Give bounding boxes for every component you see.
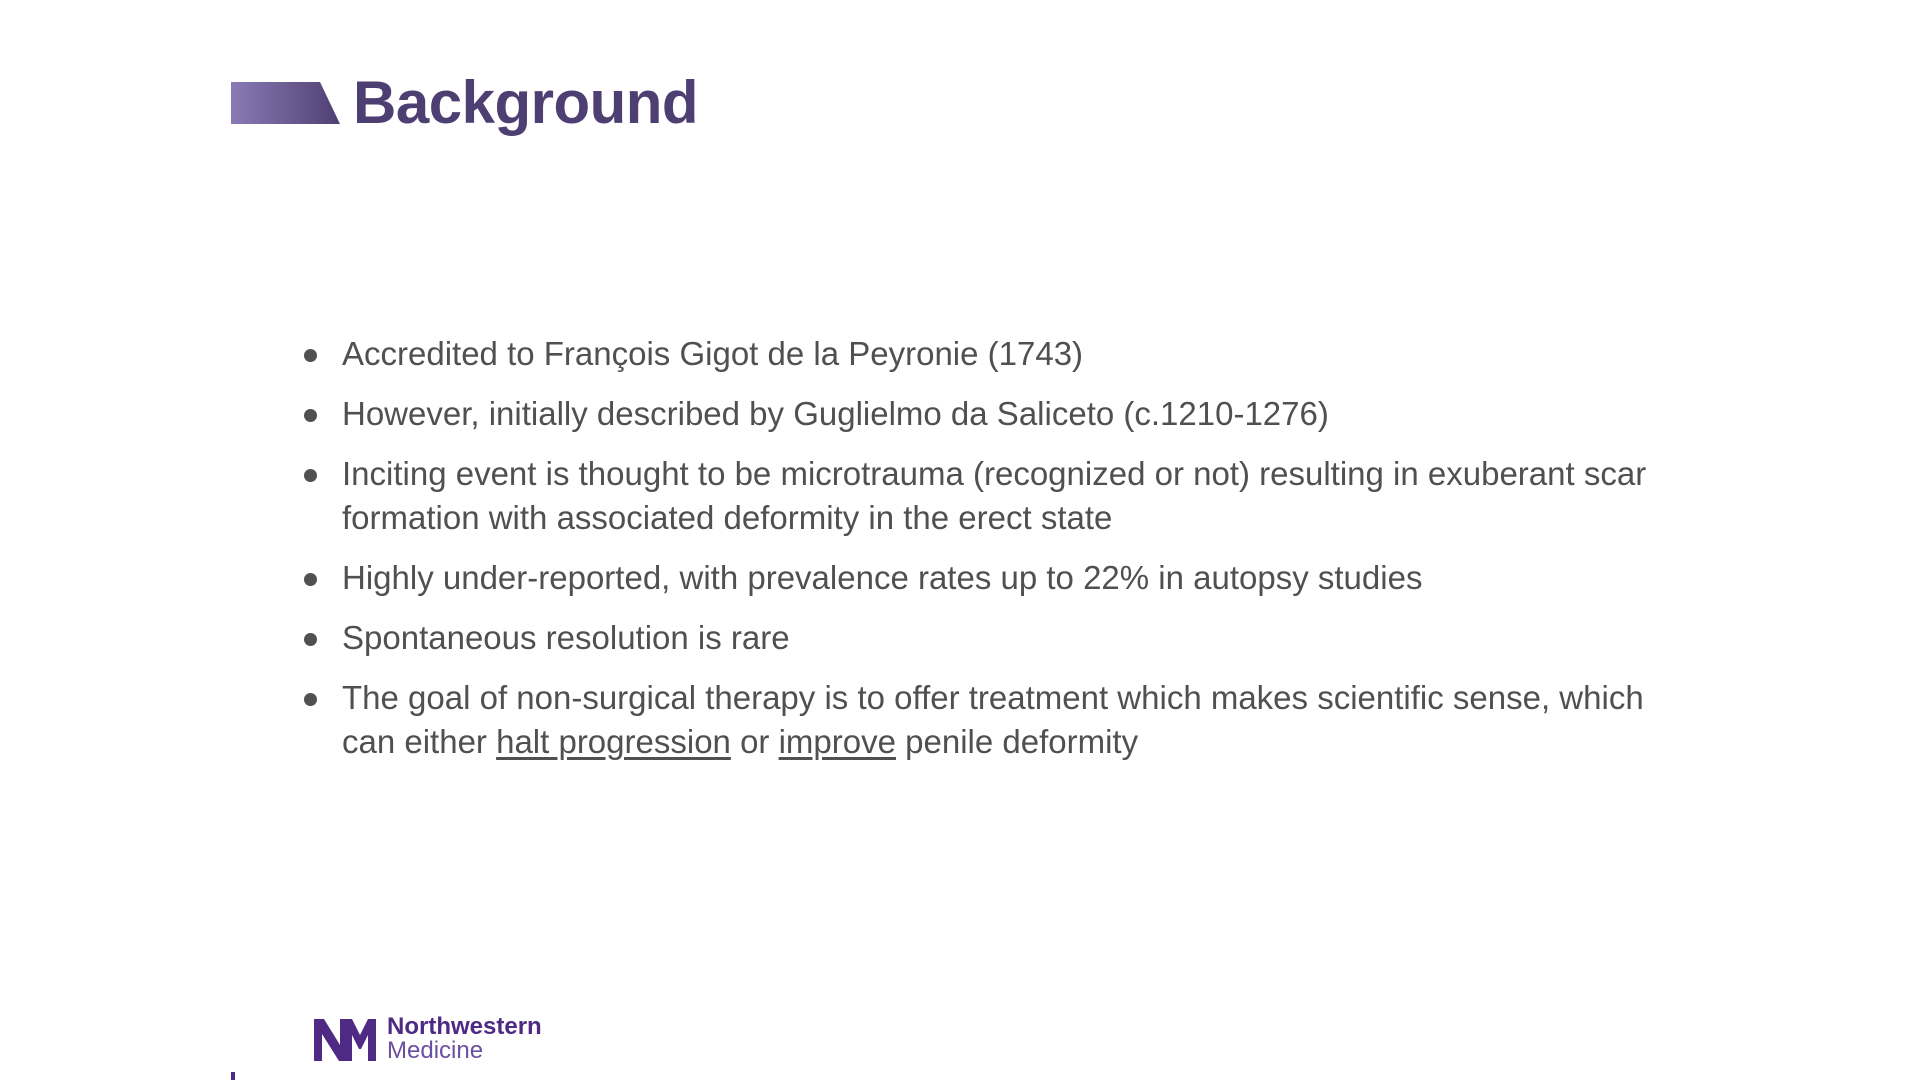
bullet-icon [304, 573, 317, 586]
slide-title: Background [353, 69, 699, 136]
bullet-item [300, 452, 1660, 540]
bullet-icon [304, 633, 317, 646]
bullet-item [300, 392, 1660, 436]
bullet-text: Accredited to François Gigot de la Peyronie (1743) [342, 335, 1084, 372]
bullet-text: Spontaneous resolution is rare [342, 619, 790, 656]
underlined-halt-progression: halt progression [496, 723, 731, 760]
bullet-icon [304, 469, 317, 482]
nm-monogram-icon [314, 1019, 376, 1061]
bullet-text-pre: The goal of non-surgical therapy is to offer treatment which makes scientific sense, which can either [342, 679, 1644, 760]
bullet-item [300, 556, 1660, 600]
bullet-icon [304, 693, 317, 706]
title-accent-bar [231, 82, 340, 124]
underlined-improve: improve [778, 723, 896, 760]
bullet-text-post: penile deformity [895, 723, 1139, 760]
bullet-item [300, 616, 1660, 660]
bullet-text: However, initially described by Guglielmo da Saliceto (c.1210-1276) [342, 395, 1329, 432]
bullet-text-mid: or [730, 723, 779, 760]
bullet-list [300, 332, 1660, 780]
bullet-icon [304, 349, 317, 362]
logo-subtitle: Medicine [387, 1037, 484, 1064]
bullet-item [300, 676, 1660, 764]
bullet-text: Highly under-reported, with prevalence rates up to 22% in autopsy studies [342, 559, 1423, 596]
left-edge-mark [231, 1072, 235, 1080]
bullet-item [300, 332, 1660, 376]
bullet-icon [304, 409, 317, 422]
bullet-text: Inciting event is thought to be microtrauma (recognized or not) resulting in exuberant scar formation with associated deformity in the erect state [342, 455, 1647, 536]
logo-name: Northwestern [387, 1013, 542, 1040]
